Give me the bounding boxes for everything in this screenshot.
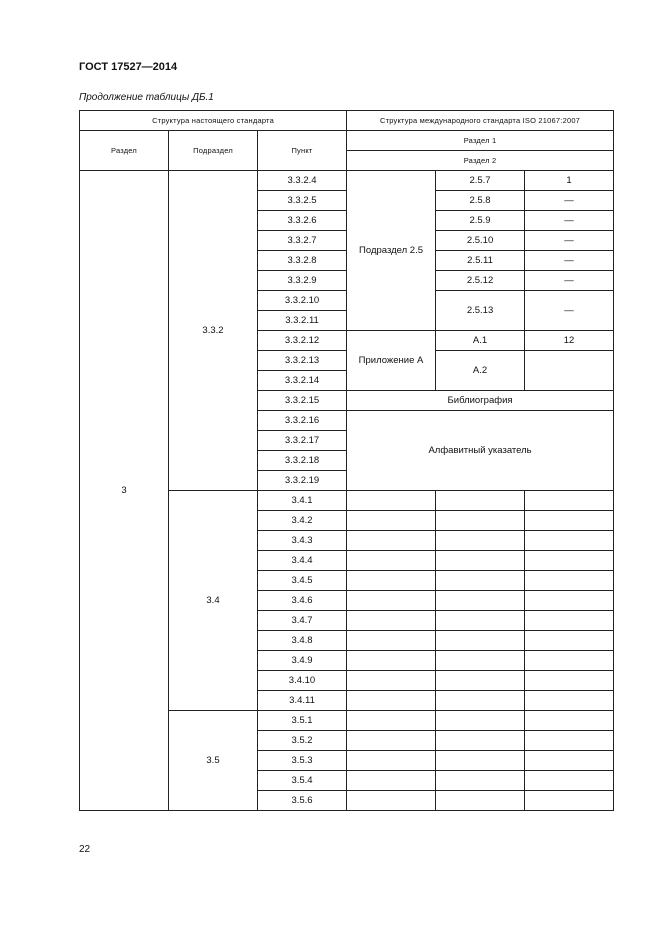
empty-cell <box>436 651 525 671</box>
item-cell: 3.3.2.7 <box>258 231 347 251</box>
empty-cell <box>347 771 436 791</box>
empty-cell <box>436 751 525 771</box>
empty-cell <box>436 691 525 711</box>
item-cell: 3.3.2.11 <box>258 311 347 331</box>
empty-cell <box>436 511 525 531</box>
empty-cell <box>347 611 436 631</box>
page-number: 22 <box>79 844 91 855</box>
item-cell: 3.4.1 <box>258 491 347 511</box>
annex-value-cell: 12 <box>525 331 614 351</box>
subsection-cell: 3.5 <box>169 711 258 811</box>
table-caption: Продолжение таблицы ДБ.1 <box>79 92 214 103</box>
item-cell: 3.4.9 <box>258 651 347 671</box>
empty-cell <box>347 651 436 671</box>
item-cell: 3.3.2.12 <box>258 331 347 351</box>
item-cell: 3.5.2 <box>258 731 347 751</box>
intl-value-cell: — <box>525 231 614 251</box>
intl-item-cell: 2.5.8 <box>436 191 525 211</box>
item-cell: 3.3.2.9 <box>258 271 347 291</box>
empty-cell <box>525 791 614 811</box>
intl-item-cell: 2.5.9 <box>436 211 525 231</box>
correspondence-table <box>79 110 614 811</box>
item-cell: 3.3.2.19 <box>258 471 347 491</box>
item-cell: 3.3.2.17 <box>258 431 347 451</box>
item-cell: 3.4.5 <box>258 571 347 591</box>
item-cell: 3.5.6 <box>258 791 347 811</box>
document-title: ГОСТ 17527—2014 <box>79 61 178 73</box>
intl-value-cell: — <box>525 211 614 231</box>
item-cell: 3.4.8 <box>258 631 347 651</box>
item-cell: 3.4.10 <box>258 671 347 691</box>
intl-item-cell: 2.5.12 <box>436 271 525 291</box>
item-cell: 3.4.6 <box>258 591 347 611</box>
item-cell: 3.3.2.16 <box>258 411 347 431</box>
empty-cell <box>347 511 436 531</box>
empty-cell <box>525 771 614 791</box>
empty-cell <box>347 531 436 551</box>
intl-value-cell: — <box>525 271 614 291</box>
header-intl-section-1: Раздел 1 <box>347 131 614 151</box>
section-cell: 3 <box>80 171 169 811</box>
intl-item-cell: 2.5.7 <box>436 171 525 191</box>
annex-a-cell: Приложение А <box>347 331 436 391</box>
item-cell: 3.3.2.10 <box>258 291 347 311</box>
empty-cell <box>347 751 436 771</box>
empty-cell <box>436 731 525 751</box>
empty-cell <box>347 791 436 811</box>
empty-cell <box>525 551 614 571</box>
item-cell: 3.4.7 <box>258 611 347 631</box>
empty-cell <box>525 491 614 511</box>
intl-value-cell: 1 <box>525 171 614 191</box>
intl-value-cell: — <box>525 191 614 211</box>
empty-cell <box>347 551 436 571</box>
empty-cell <box>347 491 436 511</box>
empty-cell <box>525 671 614 691</box>
intl-item-cell: 2.5.11 <box>436 251 525 271</box>
item-cell: 3.3.2.18 <box>258 451 347 471</box>
item-cell: 3.3.2.4 <box>258 171 347 191</box>
annex-item-cell: А.1 <box>436 331 525 351</box>
item-cell: 3.3.2.8 <box>258 251 347 271</box>
header-section: Раздел <box>80 131 169 171</box>
empty-cell <box>436 591 525 611</box>
empty-cell <box>347 631 436 651</box>
empty-cell <box>347 571 436 591</box>
item-cell: 3.4.11 <box>258 691 347 711</box>
item-cell: 3.5.1 <box>258 711 347 731</box>
intl-value-cell: — <box>525 291 614 331</box>
intl-subsection-cell: Подраздел 2.5 <box>347 171 436 331</box>
item-cell: 3.3.2.5 <box>258 191 347 211</box>
empty-cell <box>436 611 525 631</box>
header-item: Пункт <box>258 131 347 171</box>
empty-cell <box>525 591 614 611</box>
intl-item-cell: 2.5.13 <box>436 291 525 331</box>
item-cell: 3.3.2.13 <box>258 351 347 371</box>
header-intl-section-2: Раздел 2 <box>347 151 614 171</box>
empty-cell <box>347 591 436 611</box>
item-cell: 3.5.3 <box>258 751 347 771</box>
item-cell: 3.3.2.14 <box>258 371 347 391</box>
empty-cell <box>436 671 525 691</box>
empty-cell <box>347 671 436 691</box>
empty-cell <box>436 711 525 731</box>
header-subsection: Подраздел <box>169 131 258 171</box>
empty-cell <box>525 571 614 591</box>
empty-cell <box>347 691 436 711</box>
empty-cell <box>525 711 614 731</box>
empty-cell <box>436 531 525 551</box>
item-cell: 3.5.4 <box>258 771 347 791</box>
empty-cell <box>436 631 525 651</box>
empty-cell <box>347 731 436 751</box>
empty-cell <box>525 731 614 751</box>
item-cell: 3.4.3 <box>258 531 347 551</box>
empty-cell <box>525 531 614 551</box>
empty-cell <box>525 691 614 711</box>
annex-item-cell: А.2 <box>436 351 525 391</box>
annex-value-cell <box>525 351 614 391</box>
intl-value-cell: — <box>525 251 614 271</box>
bibliography-cell: Библиография <box>347 391 614 411</box>
empty-cell <box>436 491 525 511</box>
empty-cell <box>436 771 525 791</box>
empty-cell <box>436 551 525 571</box>
item-cell: 3.3.2.6 <box>258 211 347 231</box>
alphabetical-index-cell: Алфавитный указатель <box>347 411 614 491</box>
empty-cell <box>525 751 614 771</box>
empty-cell <box>525 631 614 651</box>
empty-cell <box>436 571 525 591</box>
item-cell: 3.4.4 <box>258 551 347 571</box>
header-current-standard: Структура настоящего стандарта <box>80 111 347 131</box>
item-cell: 3.3.2.15 <box>258 391 347 411</box>
intl-item-cell: 2.5.10 <box>436 231 525 251</box>
empty-cell <box>525 651 614 671</box>
empty-cell <box>525 511 614 531</box>
empty-cell <box>525 611 614 631</box>
header-international-standard: Структура международного стандарта ISO 21067:2007 <box>347 111 614 131</box>
subsection-cell: 3.3.2 <box>169 171 258 491</box>
item-cell: 3.4.2 <box>258 511 347 531</box>
subsection-cell: 3.4 <box>169 491 258 711</box>
empty-cell <box>347 711 436 731</box>
empty-cell <box>436 791 525 811</box>
